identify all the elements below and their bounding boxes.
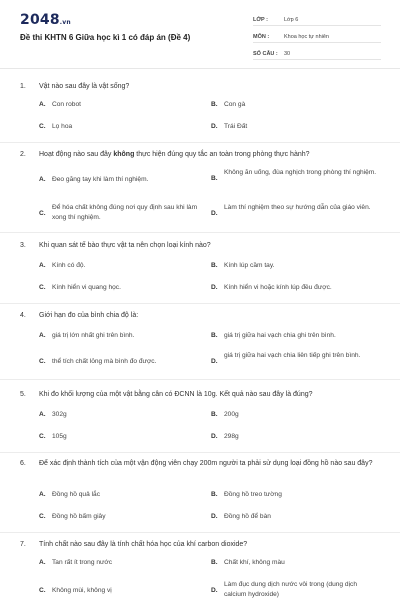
meta-value: 30 [284, 51, 291, 57]
logo-main: 2048 [20, 12, 60, 28]
meta-panel [253, 12, 381, 63]
meta-value: Khoa học tự nhiên [284, 34, 329, 40]
option-letter: C. [39, 358, 46, 365]
option-letter: B. [211, 559, 218, 566]
question-number: 5. [20, 391, 26, 398]
option-text: Chất khí, không màu [224, 559, 285, 566]
option-letter: A. [39, 491, 46, 498]
option-text: Con robot [52, 101, 81, 108]
option-letter: C. [39, 587, 46, 594]
question-text: Giới hạn đo của bình chia độ là: [39, 312, 139, 319]
option-text: Kính hiển vi quang học. [52, 284, 121, 291]
option-text: Đồng hồ quả lắc [52, 491, 101, 498]
option-text: Không ăn uống, đùa nghịch trong phòng thí nghiệm. [224, 169, 377, 176]
option-letter: D. [211, 210, 218, 217]
question-separator [0, 142, 400, 143]
site-logo[interactable] [20, 12, 71, 28]
option-text: Con gà [224, 101, 246, 108]
document-header [0, 0, 400, 70]
option-text: Kính hiển vi hoặc kính lúp đều được. [224, 284, 332, 291]
option-text: Kính lúp cầm tay. [224, 262, 275, 269]
option-text: Đồng hồ treo tường [224, 491, 282, 498]
option-text: giá trị lớn nhất ghi trên bình. [52, 332, 135, 339]
question-text: Vật nào sau đây là vật sống? [39, 83, 130, 90]
option-letter: C. [39, 513, 46, 520]
question-number: 4. [20, 312, 26, 319]
option-text: thể tích chất lỏng mà bình đo được. [52, 358, 157, 365]
option-letter: B. [211, 491, 218, 498]
option-letter: D. [211, 433, 218, 440]
question-separator [0, 379, 400, 380]
question-text: Khi quan sát tế bào thực vật ta nên chọn loại kính nào? [39, 242, 211, 249]
question-number: 1. [20, 83, 26, 90]
option-text: 302g [52, 411, 67, 418]
option-text: Không mùi, không vị [52, 587, 112, 594]
option-letter: D. [211, 358, 218, 365]
option-letter: A. [39, 411, 46, 418]
meta-value: Lớp 6 [284, 17, 299, 23]
option-letter: C. [39, 210, 46, 217]
question-text-part: Hoạt động nào sau đây [39, 151, 114, 158]
option-letter: A. [39, 101, 46, 108]
question-text-part: thực hiện đúng quy tắc an toàn trong phòng thực hành? [134, 151, 310, 158]
option-text: 200g [224, 411, 239, 418]
option-text: 105g [52, 433, 67, 440]
option-letter: A. [39, 332, 46, 339]
option-letter: D. [211, 587, 218, 594]
option-letter: B. [211, 175, 218, 182]
option-letter: A. [39, 559, 46, 566]
option-letter: C. [39, 123, 46, 130]
question-number: 6. [20, 460, 26, 467]
option-text: Đeo găng tay khi làm thí nghiệm. [52, 176, 149, 183]
option-text: Để hóa chất không đúng nơi quy định sau khi làm xong thí nghiệm. [52, 204, 198, 221]
option-letter: B. [211, 262, 218, 269]
question-number: 2. [20, 151, 26, 158]
meta-row-grade [253, 12, 381, 26]
option-letter: B. [211, 411, 218, 418]
meta-row-count [253, 46, 381, 60]
question-number: 3. [20, 242, 26, 249]
question-separator [0, 232, 400, 233]
logo-suffix: .vn [59, 19, 71, 26]
option-letter: B. [211, 101, 218, 108]
question-text: Để xác định thành tích của một vận động viên chạy 200m người ta phải sử dụng loại đồng hồ nào sau đây? [39, 460, 373, 467]
question-text-emphasis: không [113, 151, 135, 158]
document-title: Đề thi KHTN 6 Giữa học kì 1 có đáp án (Đề 4) [20, 33, 191, 42]
option-text: Lọ hoa [52, 123, 73, 130]
option-text: Kính có độ. [52, 262, 86, 269]
option-text: giá trị giữa hai vạch chia liên tiếp ghi trên bình. [224, 352, 361, 359]
question-separator [0, 532, 400, 533]
option-letter: A. [39, 176, 46, 183]
question-separator [0, 303, 400, 304]
header-divider [0, 68, 400, 69]
question-text [39, 150, 379, 160]
option-letter: A. [39, 262, 46, 269]
meta-label: LỚP : [253, 17, 268, 23]
option-letter: D. [211, 284, 218, 291]
option-letter: C. [39, 284, 46, 291]
option-text: Trái Đất [224, 123, 248, 130]
option-letter: D. [211, 513, 218, 520]
meta-label: SỐ CÂU : [253, 51, 278, 57]
meta-row-subject [253, 29, 381, 43]
option-text: 298g [224, 433, 239, 440]
option-text: Làm thí nghiệm theo sự hướng dẫn của giáo viên. [224, 204, 371, 211]
option-letter: D. [211, 123, 218, 130]
option-letter: B. [211, 332, 218, 339]
option-text: Đồng hồ bấm giây [52, 513, 106, 520]
option-text: Làm đục dung dịch nước vôi trong (dung dịch calcium hydroxide) [224, 581, 357, 598]
question-text: Tính chất nào sau đây là tính chất hóa học của khí carbon dioxide? [39, 541, 248, 548]
option-text: Đồng hồ để bàn [224, 513, 271, 520]
option-letter: C. [39, 433, 46, 440]
question-number: 7. [20, 541, 26, 548]
meta-label: MÔN : [253, 34, 270, 40]
option-text: Tan rất ít trong nước [52, 559, 113, 566]
question-text: Khi đo khối lượng của một vật bằng cân có ĐCNN là 10g. Kết quả nào sau đây là đúng? [39, 391, 313, 398]
option-text: giá trị giữa hai vạch chia ghi trên bình. [224, 332, 336, 339]
question-separator [0, 452, 400, 453]
